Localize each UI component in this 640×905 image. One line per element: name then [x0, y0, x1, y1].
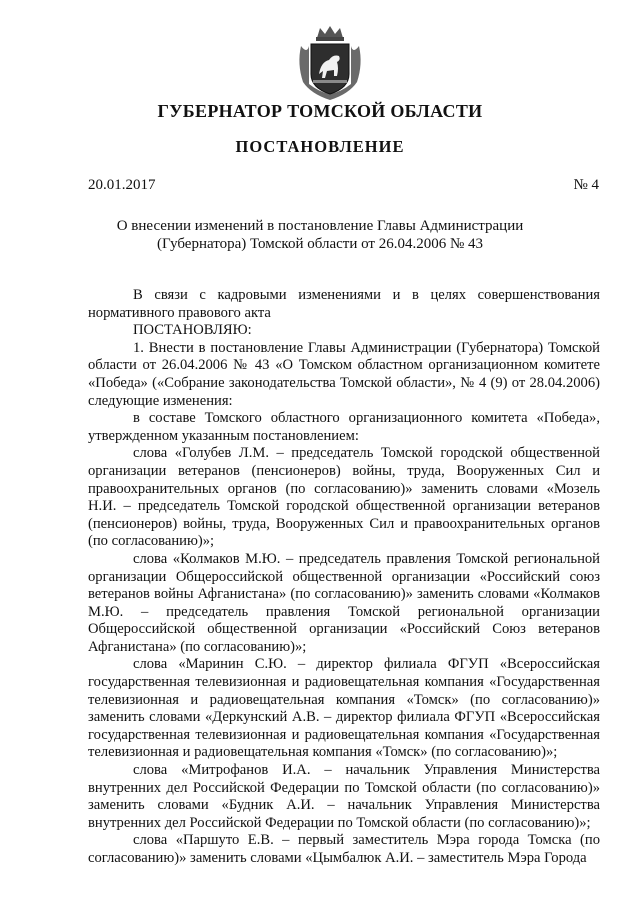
- subject-line-2: (Губернатора) Томской области от 26.04.2006 № 43: [156, 236, 484, 252]
- paragraph-kolmakov: слова «Колмаков М.Ю. – председатель правления Томской региональной организации Общероссийской общественной организации «Российский союз ветеранов войны Афганистана» (по согласованию)» заменить словами «Колмаков М.Ю. – председатель правления Томской региональной организации Общероссийской общественной организации «Российский Союз ветеранов Афганистана» (по согласованию)»;: [88, 550, 600, 655]
- document-number: № 4: [573, 177, 599, 193]
- document-body: [88, 287, 600, 868]
- paragraph-golubev: слова «Голубев Л.М. – председатель Томской городской общественной организации ветеранов (пенсионеров) войны, труда, Вооруженных Сил и правоохранительных органов (по согласованию)» заменить словами «Мозель Н.И. – председатель Томской городской общественной организации ветеранов (пенсионеров) войны, труда, Вооруженных Сил и правоохранительных органов (по согласованию)»;: [88, 445, 600, 550]
- coat-of-arms-icon: [295, 24, 365, 102]
- document-type: ПОСТАНОВЛЕНИЕ: [235, 137, 405, 156]
- resolve-heading: ПОСТАНОВЛЯЮ:: [133, 322, 252, 339]
- paragraph-item-1: 1. Внести в постановление Главы Администрации (Губернатора) Томской области от 26.04.2006 № 43 «О Томском областном организационном комитете «Победа» («Собрание законодательства Томской области», № 4 (9) от 28.04.2006) следующие изменения:: [88, 339, 600, 409]
- paragraph-composition: в составе Томского областного организационного комитета «Победа», утвержденном указанным постановлением:: [88, 410, 600, 444]
- paragraph-parshuto: слова «Паршуто Е.В. – первый заместитель Мэра города Томска (по согласованию)» заменить словами «Цымбалюк А.И. – заместитель Мэра Города: [88, 832, 600, 866]
- paragraph-marinin: слова «Маринин С.Ю. – директор филиала ФГУП «Всероссийская государственная телевизионная и радиовещательная компания «Государственная телевизионная и радиовещательная компания «Томск» (по согласованию)» заменить словами «Деркунский А.В. – директор филиала ФГУП «Всероссийская государственная телевизионная и радиовещательная компания «Государственная телевизионная и радиовещательная компания «Томск» (по согласованию)»;: [88, 656, 600, 761]
- document-date: 20.01.2017: [88, 177, 156, 193]
- preamble-paragraph: В связи с кадровыми изменениями и в целях совершенствования нормативного правового акта: [88, 287, 600, 321]
- document-subject: [0, 217, 640, 253]
- subject-line-1: О внесении изменений в постановление Главы Администрации: [116, 218, 524, 234]
- authority-title: ГУБЕРНАТОР ТОМСКОЙ ОБЛАСТИ: [157, 101, 483, 121]
- paragraph-mitrofanov: слова «Митрофанов И.А. – начальник Управления Министерства внутренних дел Российской Федерации по Томской области (по согласованию)» заменить словами «Будник А.И. – начальник Управления Министерства внутренних дел Российской Федерации по Томской области (по согласованию)»;: [88, 762, 600, 831]
